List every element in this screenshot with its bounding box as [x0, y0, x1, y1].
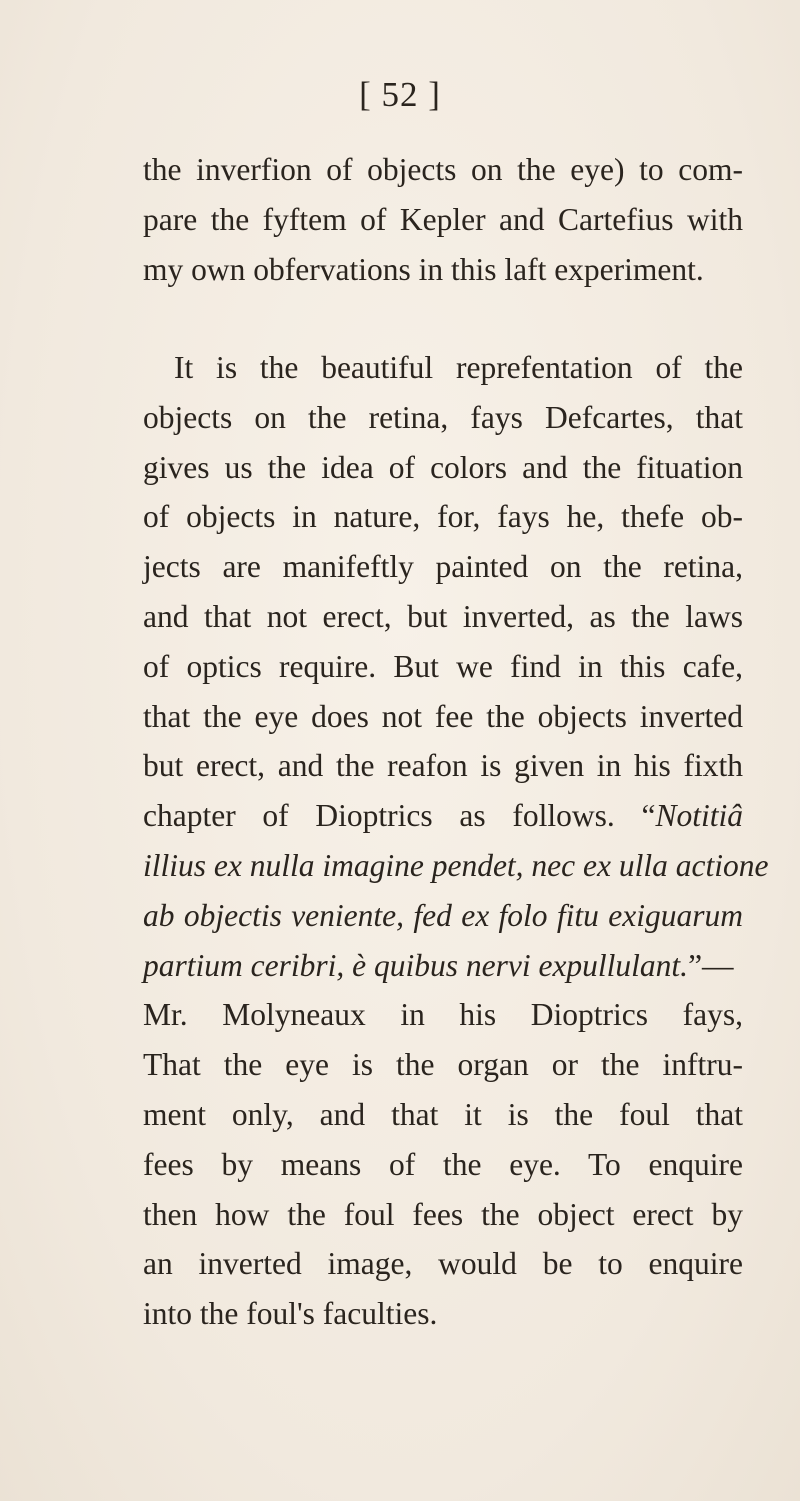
latin-text: illius ex nulla imagine pendet, nec ex ulla actione — [143, 847, 769, 883]
text-line: an inverted image, would be to enquire — [143, 1246, 743, 1282]
text-line: of optics require. But we find in this cafe, — [143, 648, 743, 684]
latin-line-end — [143, 941, 743, 991]
text-line: into the foul's faculties. — [143, 1296, 438, 1332]
latin-text: partium ceribri, è quibus nervi expullulant. — [143, 947, 689, 983]
text-line: and that not erect, but inverted, as the laws — [143, 598, 743, 634]
text-line: gives us the idea of colors and the fituation — [143, 449, 743, 485]
quote-close: ”— — [688, 947, 734, 983]
text-chapter: chapter of Dioptrics as follows. “ — [143, 798, 656, 834]
text-line: It is the beautiful reprefentation of the — [174, 350, 743, 385]
latin-line — [143, 891, 743, 941]
page-number: [ 52 ] — [359, 75, 441, 114]
latin-text: ab objectis veniente, fed ex folo fitu exiguarum — [143, 897, 743, 933]
text-line: my own obfervations in this laft experiment. — [143, 251, 704, 287]
text-line: pare the fyftem of Kepler and Cartefius with — [143, 201, 743, 237]
latin-word: Notitiâ — [655, 798, 743, 834]
text-line: jects are manifeftly painted on the retina, — [143, 549, 743, 585]
text-line: ment only, and that it is the foul that — [143, 1096, 743, 1132]
body-text-continued — [143, 343, 769, 1339]
text-line: Mr. Molyneaux in his Dioptrics fays, — [143, 997, 743, 1033]
body-text — [143, 145, 743, 294]
text-line: That the eye is the organ or the inftru- — [143, 1047, 743, 1083]
text-line: of objects in nature, for, fays he, thefe ob- — [143, 499, 743, 535]
text-line: then how the foul fees the object erect by — [143, 1196, 743, 1232]
text-line-quote-start — [143, 791, 743, 841]
text-line: that the eye does not fee the objects inverted — [143, 698, 743, 734]
latin-line — [143, 841, 769, 891]
text-line: but erect, and the reafon is given in his fixth — [143, 748, 743, 784]
text-line: objects on the retina, fays Defcartes, that — [143, 399, 743, 435]
text-line: fees by means of the eye. To enquire — [143, 1146, 743, 1182]
text-line: the inverfion of objects on the eye) to com- — [143, 152, 743, 187]
